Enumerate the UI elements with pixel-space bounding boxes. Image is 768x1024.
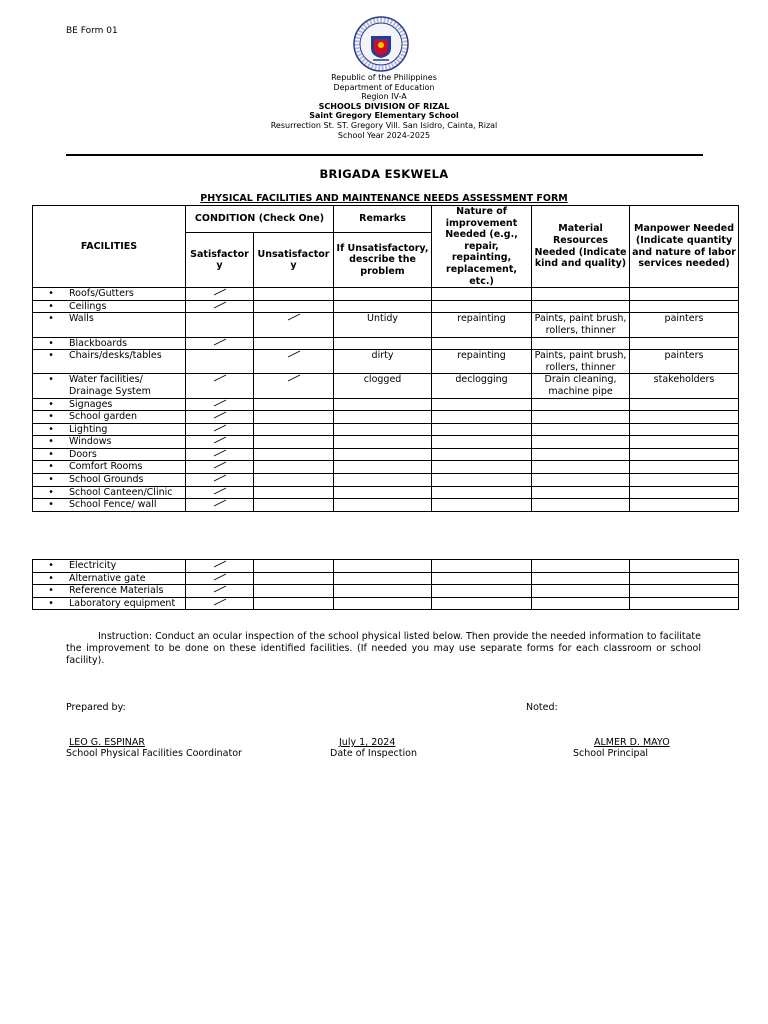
check-mark-icon <box>256 374 331 386</box>
manpower-cell <box>630 585 739 598</box>
manpower-cell <box>630 423 739 436</box>
unsatisfactory-cell[interactable] <box>254 337 334 350</box>
facility-label: Walls <box>69 313 94 325</box>
table-row <box>33 597 739 610</box>
table-row <box>33 572 739 585</box>
col-header-manpower: Manpower Needed (Indicate quantity and nature of labor services needed) <box>630 206 739 288</box>
nature-cell <box>432 300 532 313</box>
deped-seal-icon <box>353 16 409 72</box>
remarks-cell <box>334 597 432 610</box>
principal-name: ALMER D. MAYO <box>594 737 670 748</box>
check-mark-icon <box>188 288 251 300</box>
material-cell <box>532 411 630 424</box>
remarks-cell <box>334 461 432 474</box>
unsatisfactory-cell[interactable] <box>254 560 334 573</box>
nature-cell <box>432 560 532 573</box>
facility-label: School Fence/ wall <box>69 499 157 511</box>
facility-label: School Grounds <box>69 474 144 486</box>
bullet-icon: • <box>48 300 54 312</box>
nature-cell <box>432 337 532 350</box>
facility-label: Electricity <box>69 560 117 571</box>
material-cell <box>532 585 630 598</box>
nature-cell <box>432 486 532 499</box>
material-cell <box>532 288 630 301</box>
bullet-icon: • <box>48 572 54 584</box>
unsatisfactory-cell[interactable] <box>254 597 334 610</box>
inspection-date-label: Date of Inspection <box>330 748 417 759</box>
letterhead-department: Department of Education <box>333 82 435 92</box>
material-cell <box>532 560 630 573</box>
bullet-icon: • <box>48 313 54 325</box>
material-cell: Drain cleaning, machine pipe <box>532 374 630 398</box>
check-mark-icon <box>188 399 251 411</box>
nature-cell: declogging <box>432 374 532 398</box>
nature-cell <box>432 288 532 301</box>
letterhead-region: Region IV-A <box>361 92 407 102</box>
material-cell <box>532 572 630 585</box>
col-header-unsatisfactory: Unsatisfactory <box>254 233 334 288</box>
bullet-icon: • <box>48 560 54 571</box>
principal-title: School Principal <box>573 748 649 759</box>
check-mark-icon <box>188 487 251 499</box>
facility-cell <box>33 300 186 313</box>
satisfactory-cell[interactable] <box>186 461 254 474</box>
header-divider <box>66 154 703 156</box>
facility-label: Ceilings <box>69 300 107 312</box>
manpower-cell <box>630 572 739 585</box>
facility-cell <box>33 474 186 487</box>
manpower-cell <box>630 288 739 301</box>
facility-cell <box>33 572 186 585</box>
letterhead-school: Saint Gregory Elementary School <box>309 111 459 121</box>
material-cell <box>532 337 630 350</box>
unsatisfactory-cell[interactable] <box>254 423 334 436</box>
facility-cell <box>33 398 186 411</box>
remarks-cell: dirty <box>334 350 432 374</box>
facility-label: Laboratory equipment <box>69 597 176 609</box>
manpower-cell <box>630 597 739 610</box>
manpower-cell <box>630 560 739 573</box>
table-row <box>33 448 739 461</box>
remarks-cell <box>334 300 432 313</box>
check-mark-icon <box>188 598 251 610</box>
manpower-cell: painters <box>630 313 739 337</box>
assessment-table <box>32 205 739 512</box>
manpower-cell <box>630 474 739 487</box>
table-row <box>33 300 739 313</box>
table-row <box>33 585 739 598</box>
satisfactory-cell[interactable] <box>186 313 254 337</box>
table-row <box>33 436 739 449</box>
table-row <box>33 337 739 350</box>
bullet-icon: • <box>48 436 54 448</box>
unsatisfactory-cell[interactable] <box>254 350 334 374</box>
satisfactory-cell[interactable] <box>186 337 254 350</box>
manpower-cell <box>630 461 739 474</box>
table-row <box>33 374 739 398</box>
col-header-facilities: FACILITIES <box>33 206 186 288</box>
manpower-cell <box>630 337 739 350</box>
table-row <box>33 486 739 499</box>
remarks-cell <box>334 337 432 350</box>
unsatisfactory-cell[interactable] <box>254 288 334 301</box>
unsatisfactory-cell[interactable] <box>254 486 334 499</box>
bullet-icon: • <box>48 411 54 423</box>
bullet-icon: • <box>48 337 54 349</box>
unsatisfactory-cell[interactable] <box>254 572 334 585</box>
satisfactory-cell[interactable] <box>186 288 254 301</box>
satisfactory-cell[interactable] <box>186 300 254 313</box>
inspection-date-value: July 1, 2024 <box>339 737 396 748</box>
table-row <box>33 288 739 301</box>
principal-signature <box>573 737 670 759</box>
remarks-cell <box>334 486 432 499</box>
facility-label: Comfort Rooms <box>69 461 143 473</box>
check-mark-icon <box>188 585 251 597</box>
bullet-icon: • <box>48 423 54 435</box>
form-number: BE Form 01 <box>66 26 118 36</box>
satisfactory-cell[interactable] <box>186 585 254 598</box>
unsatisfactory-cell[interactable] <box>254 585 334 598</box>
material-cell <box>532 474 630 487</box>
facility-cell <box>33 374 186 398</box>
check-mark-icon <box>188 449 251 461</box>
facility-label: Lighting <box>69 423 108 435</box>
table-row <box>33 499 739 512</box>
inspection-date <box>330 737 417 759</box>
manpower-cell <box>630 411 739 424</box>
col-header-remarks-sub: If Unsatisfactory, describe the problem <box>334 233 432 288</box>
manpower-cell <box>630 300 739 313</box>
manpower-cell <box>630 398 739 411</box>
check-mark-icon <box>188 436 251 448</box>
prepared-by-label: Prepared by: <box>66 702 126 713</box>
material-cell <box>532 448 630 461</box>
facility-cell <box>33 411 186 424</box>
satisfactory-cell[interactable] <box>186 560 254 573</box>
unsatisfactory-cell[interactable] <box>254 411 334 424</box>
letterhead-address: Resurrection St. ST. Gregory Vill. San Isidro, Cainta, Rizal <box>270 120 498 130</box>
facility-cell <box>33 337 186 350</box>
nature-cell <box>432 572 532 585</box>
bullet-icon: • <box>48 448 54 460</box>
satisfactory-cell[interactable] <box>186 398 254 411</box>
bullet-icon: • <box>48 597 54 609</box>
facility-cell <box>33 499 186 512</box>
remarks-cell <box>334 411 432 424</box>
nature-cell: repainting <box>432 313 532 337</box>
satisfactory-cell[interactable] <box>186 448 254 461</box>
remarks-cell <box>334 499 432 512</box>
nature-cell <box>432 474 532 487</box>
facility-cell <box>33 560 186 573</box>
facility-label: Alternative gate <box>69 572 146 584</box>
unsatisfactory-cell[interactable] <box>254 313 334 337</box>
table-row <box>33 474 739 487</box>
check-mark-icon <box>256 313 331 325</box>
coordinator-title: School Physical Facilities Coordinator <box>66 748 242 759</box>
remarks-cell: Untidy <box>334 313 432 337</box>
table-row <box>33 398 739 411</box>
material-cell <box>532 499 630 512</box>
noted-label: Noted: <box>526 702 558 713</box>
facility-label: Blackboards <box>69 337 128 349</box>
bullet-icon: • <box>48 398 54 410</box>
manpower-cell <box>630 436 739 449</box>
table-row <box>33 350 739 374</box>
remarks-cell <box>334 474 432 487</box>
col-header-material: Material Resources Needed (Indicate kind and quality) <box>532 206 630 288</box>
bullet-icon: • <box>48 499 54 511</box>
unsatisfactory-cell[interactable] <box>254 499 334 512</box>
satisfactory-cell[interactable] <box>186 436 254 449</box>
letterhead-school-year: School Year 2024-2025 <box>337 130 431 140</box>
remarks-cell: clogged <box>334 374 432 398</box>
table-row <box>33 411 739 424</box>
material-cell <box>532 461 630 474</box>
bullet-icon: • <box>48 350 54 362</box>
facility-label: Roofs/Gutters <box>69 288 134 300</box>
nature-cell <box>432 499 532 512</box>
check-mark-icon <box>256 350 331 362</box>
facility-cell <box>33 448 186 461</box>
table-row <box>33 313 739 337</box>
satisfactory-cell[interactable] <box>186 474 254 487</box>
check-mark-icon <box>188 461 251 473</box>
remarks-cell <box>334 436 432 449</box>
unsatisfactory-cell[interactable] <box>254 300 334 313</box>
material-cell <box>532 436 630 449</box>
letterhead-division: SCHOOLS DIVISION OF RIZAL <box>318 101 450 111</box>
satisfactory-cell[interactable] <box>186 597 254 610</box>
facility-cell <box>33 597 186 610</box>
letterhead-country: Republic of the Philippines <box>331 73 437 82</box>
check-mark-icon <box>188 374 251 386</box>
facility-cell <box>33 461 186 474</box>
facility-label: Reference Materials <box>69 585 164 597</box>
satisfactory-cell[interactable] <box>186 572 254 585</box>
check-mark-icon <box>188 499 251 511</box>
coordinator-name: LEO G. ESPINAR <box>69 737 145 748</box>
unsatisfactory-cell[interactable] <box>254 474 334 487</box>
satisfactory-cell[interactable] <box>186 486 254 499</box>
satisfactory-cell[interactable] <box>186 499 254 512</box>
instruction-text: Instruction: Conduct an ocular inspection of the school physical listed below. Then provide the needed information to facilitate the improvement to be done on these identified facilities. (If needed you may use separate forms for each classroom or school facility). <box>66 631 701 666</box>
manpower-cell <box>630 448 739 461</box>
remarks-cell <box>334 560 432 573</box>
nature-cell <box>432 411 532 424</box>
remarks-cell <box>334 288 432 301</box>
bullet-icon: • <box>48 474 54 486</box>
nature-cell <box>432 398 532 411</box>
manpower-cell: painters <box>630 350 739 374</box>
satisfactory-cell[interactable] <box>186 350 254 374</box>
remarks-cell <box>334 448 432 461</box>
bullet-icon: • <box>48 486 54 498</box>
unsatisfactory-cell[interactable] <box>254 374 334 398</box>
form-title: BRIGADA ESKWELA <box>319 167 449 181</box>
facility-label: Water facilities/ Drainage System <box>69 374 151 397</box>
material-cell <box>532 486 630 499</box>
check-mark-icon <box>188 573 251 585</box>
table-row <box>33 560 739 573</box>
manpower-cell <box>630 486 739 499</box>
material-cell <box>532 300 630 313</box>
material-cell: Paints, paint brush, rollers, thinner <box>532 313 630 337</box>
bullet-icon: • <box>48 374 54 386</box>
check-mark-icon <box>188 560 251 572</box>
satisfactory-cell[interactable] <box>186 423 254 436</box>
material-cell <box>532 597 630 610</box>
nature-cell <box>432 597 532 610</box>
facility-cell <box>33 423 186 436</box>
check-mark-icon <box>188 411 251 423</box>
facility-label: School Canteen/Clinic <box>69 486 173 498</box>
bullet-icon: • <box>48 461 54 473</box>
remarks-cell <box>334 423 432 436</box>
col-header-condition: CONDITION (Check One) <box>186 206 334 233</box>
satisfactory-cell[interactable] <box>186 374 254 398</box>
material-cell <box>532 398 630 411</box>
facility-label: Signages <box>69 398 113 410</box>
nature-cell: repainting <box>432 350 532 374</box>
nature-cell <box>432 436 532 449</box>
facility-cell <box>33 288 186 301</box>
facility-label: Doors <box>69 448 97 460</box>
satisfactory-cell[interactable] <box>186 411 254 424</box>
additional-facilities-table <box>32 559 739 610</box>
col-header-nature: Nature of improvement Needed (e.g., repair, repainting, replacement, etc.) <box>432 206 532 288</box>
check-mark-icon <box>188 338 251 350</box>
table-row <box>33 423 739 436</box>
unsatisfactory-cell[interactable] <box>254 461 334 474</box>
bullet-icon: • <box>48 288 54 300</box>
check-mark-icon <box>188 474 251 486</box>
bullet-icon: • <box>48 585 54 597</box>
unsatisfactory-cell[interactable] <box>254 398 334 411</box>
unsatisfactory-cell[interactable] <box>254 436 334 449</box>
facility-label: School garden <box>69 411 138 423</box>
facility-cell <box>33 313 186 337</box>
facility-cell <box>33 436 186 449</box>
manpower-cell: stakeholders <box>630 374 739 398</box>
material-cell <box>532 423 630 436</box>
facility-label: Windows <box>69 436 112 448</box>
remarks-cell <box>334 585 432 598</box>
remarks-cell <box>334 398 432 411</box>
col-header-remarks: Remarks <box>334 206 432 233</box>
table-row <box>33 461 739 474</box>
form-subtitle: PHYSICAL FACILITIES AND MAINTENANCE NEEDS ASSESSMENT FORM <box>200 193 568 204</box>
facility-cell <box>33 486 186 499</box>
col-header-satisfactory: Satisfactory <box>186 233 254 288</box>
facility-label: Chairs/desks/tables <box>69 350 162 362</box>
coordinator-signature <box>66 737 242 759</box>
manpower-cell <box>630 499 739 512</box>
remarks-cell <box>334 572 432 585</box>
nature-cell <box>432 423 532 436</box>
check-mark-icon <box>188 424 251 436</box>
nature-cell <box>432 461 532 474</box>
letterhead <box>0 73 768 140</box>
unsatisfactory-cell[interactable] <box>254 448 334 461</box>
nature-cell <box>432 448 532 461</box>
nature-cell <box>432 585 532 598</box>
facility-cell <box>33 350 186 374</box>
check-mark-icon <box>188 301 251 313</box>
material-cell: Paints, paint brush, rollers, thinner <box>532 350 630 374</box>
facility-cell <box>33 585 186 598</box>
